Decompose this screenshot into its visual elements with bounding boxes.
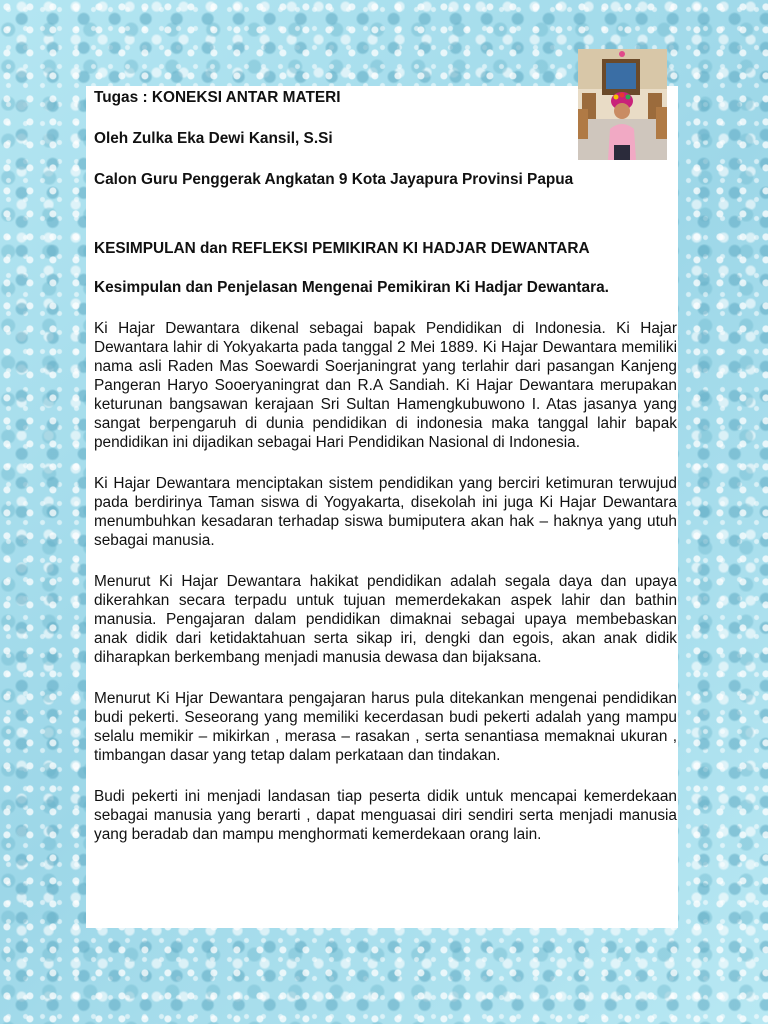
paragraph-2: Ki Hajar Dewantara menciptakan sistem pendidikan yang berciri ketimuran terwujud pada berdirinya Taman siswa di Yogyakarta, disekolah ini juga Ki Hajar Dewantara menumbuhkan kesadaran terhadap siswa bumiputera akan hak – haknya yang utuh sebagai manusia. [94,475,677,549]
task-title: Tugas : KONEKSI ANTAR MATERI [94,89,341,106]
author-line: Oleh Zulka Eka Dewi Kansil, S.Si [94,130,333,147]
document-page [86,86,678,928]
program-line: Calon Guru Penggerak Angkatan 9 Kota Jayapura Provinsi Papua [94,171,574,188]
document-content [94,88,677,844]
paragraph-3: Menurut Ki Hajar Dewantara hakikat pendidikan adalah segala daya dan upaya dikerahkan secara terpadu untuk tujuan memerdekakan aspek lahir dan bathin manusia. Pengajaran dalam pendidikan dimaknai sebagai upaya membebaskan anak didik dari ketidaktahuan serta sikap iri, dengki dan egois, akan anak didik diharapkan berkembang menjadi manusia dewasa dan bijaksana. [94,573,677,666]
paragraph-5: Budi pekerti ini menjadi landasan tiap peserta didik untuk mencapai kemerdekaan sebagai manusia yang berarti , dapat menguasai diri sendiri serta menjadi manusia yang beradab dan mampu menghormati kemerdekaan orang lain. [94,788,677,843]
author-photo [578,49,667,160]
paragraph-4: Menurut Ki Hjar Dewantara pengajaran harus pula ditekankan mengenai pendidikan budi pekerti. Seseorang yang memiliki kecerdasan budi pekerti adalah yang mampu selalu memikir – mikirkan , merasa – rasakan , serta senantiasa memaknai ukuran , timbangan dasar yang tetap dalam perkataan dan tindakan. [94,690,677,764]
paragraph-1: Ki Hajar Dewantara dikenal sebagai bapak Pendidikan di Indonesia. Ki Hajar Dewantara lahir di Yokyakarta pada tanggal 2 Mei 1889. Ki Hajar Dewantara memiliki nama asli Raden Mas Soewardi Soerjaningrat yang terlahir dari pasangan Kanjeng Pangeran Haryo Sooeryaningrat dan R.A Sandiah. Ki Hajar Dewantara merupakan keturunan bangsawan kerajaan Sri Sultan Hamengkubuwono I. Atas jasanya yang sangat berpengaruh di dunia pendidikan di indonesia maka tanggal lahir bapak pendidikan ini dijadikan sebagai Hari Pendidikan Nasional di Indonesia. [94,320,677,451]
document-title: KESIMPULAN dan REFLEKSI PEMIKIRAN KI HADJAR DEWANTARA [94,240,590,257]
section-subtitle: Kesimpulan dan Penjelasan Mengenai Pemikiran Ki Hadjar Dewantara. [94,279,609,296]
